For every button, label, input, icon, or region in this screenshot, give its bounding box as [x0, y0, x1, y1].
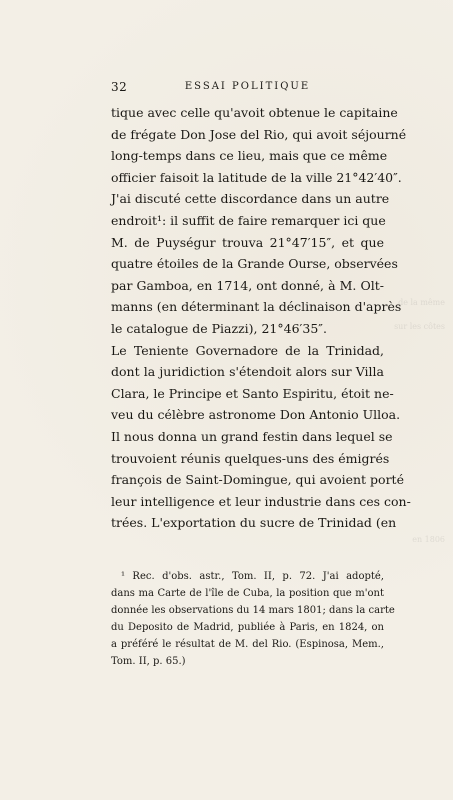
- show-through-text-2: sur les côtes: [394, 322, 445, 331]
- running-title: ESSAI POLITIQUE: [184, 81, 311, 92]
- text-line: tique avec celle qu'avoit obtenue le capitaine: [111, 105, 398, 120]
- text-line: Le Teniente Governadore de la Trinidad,: [111, 342, 384, 358]
- footnote-line: donnée les observations du 14 mars 1801; dans la carte: [111, 605, 395, 616]
- footnote-line: a préféré le résultat de M. del Rio. (Espinosa, Mem.,: [111, 639, 384, 650]
- footnote-line: du Deposito de Madrid, publiée à Paris, en 1824, on: [111, 622, 384, 633]
- text-line: J'ai discuté cette discordance dans un autre: [111, 191, 390, 207]
- footnote-line: ¹ Rec. d'obs. astr., Tom. II, p. 72. J'ai adopté,: [121, 571, 384, 582]
- text-line: Il nous donna un grand festin dans lequel se: [111, 428, 393, 444]
- text-line: M. de Puységur trouva 21°47′15″, et que: [111, 234, 384, 250]
- page-header: [111, 80, 384, 98]
- text-line: françois de Saint-Domingue, qui avoient porté: [111, 472, 404, 488]
- text-line: leur intelligence et leur industrie dans ces con-: [111, 493, 411, 509]
- text-line: trouvoient réunis quelques-uns des émigrés: [111, 450, 390, 466]
- text-line: officier faisoit la latitude de la ville 21°42′40″.: [111, 169, 402, 185]
- page-number: 32: [111, 80, 128, 94]
- show-through-text-1: de la même: [398, 298, 445, 307]
- main-text: [111, 102, 411, 534]
- text-line: manns (en déterminant la déclinaison d'après: [111, 299, 402, 315]
- text-line: de frégate Don Jose del Rio, qui avoit séjourné: [111, 126, 407, 142]
- text-line: trées. L'exportation du sucre de Trinidad (en: [111, 515, 397, 531]
- footnote: [111, 568, 395, 670]
- show-through-text-3: en 1806: [412, 535, 445, 544]
- footnote-line: Tom. II, p. 65.): [111, 656, 186, 667]
- text-line: long-temps dans ce lieu, mais que ce même: [111, 148, 388, 164]
- text-line: quatre étoiles de la Grande Ourse, observées: [111, 256, 398, 272]
- text-line: veu du célèbre astronome Don Antonio Ulloa.: [111, 407, 401, 423]
- text-line: par Gamboa, en 1714, ont donné, à M. Olt-: [111, 277, 384, 293]
- text-line: dont la juridiction s'étendoit alors sur Villa: [111, 364, 384, 380]
- text-line: le catalogue de Piazzi), 21°46′35″.: [111, 320, 327, 336]
- text-line: Clara, le Principe et Santo Espiritu, étoit ne-: [111, 385, 394, 401]
- footnote-line: dans ma Carte de l'île de Cuba, la position que m'ont: [111, 588, 384, 599]
- text-line: endroit¹: il suffit de faire remarquer ici que: [111, 212, 386, 228]
